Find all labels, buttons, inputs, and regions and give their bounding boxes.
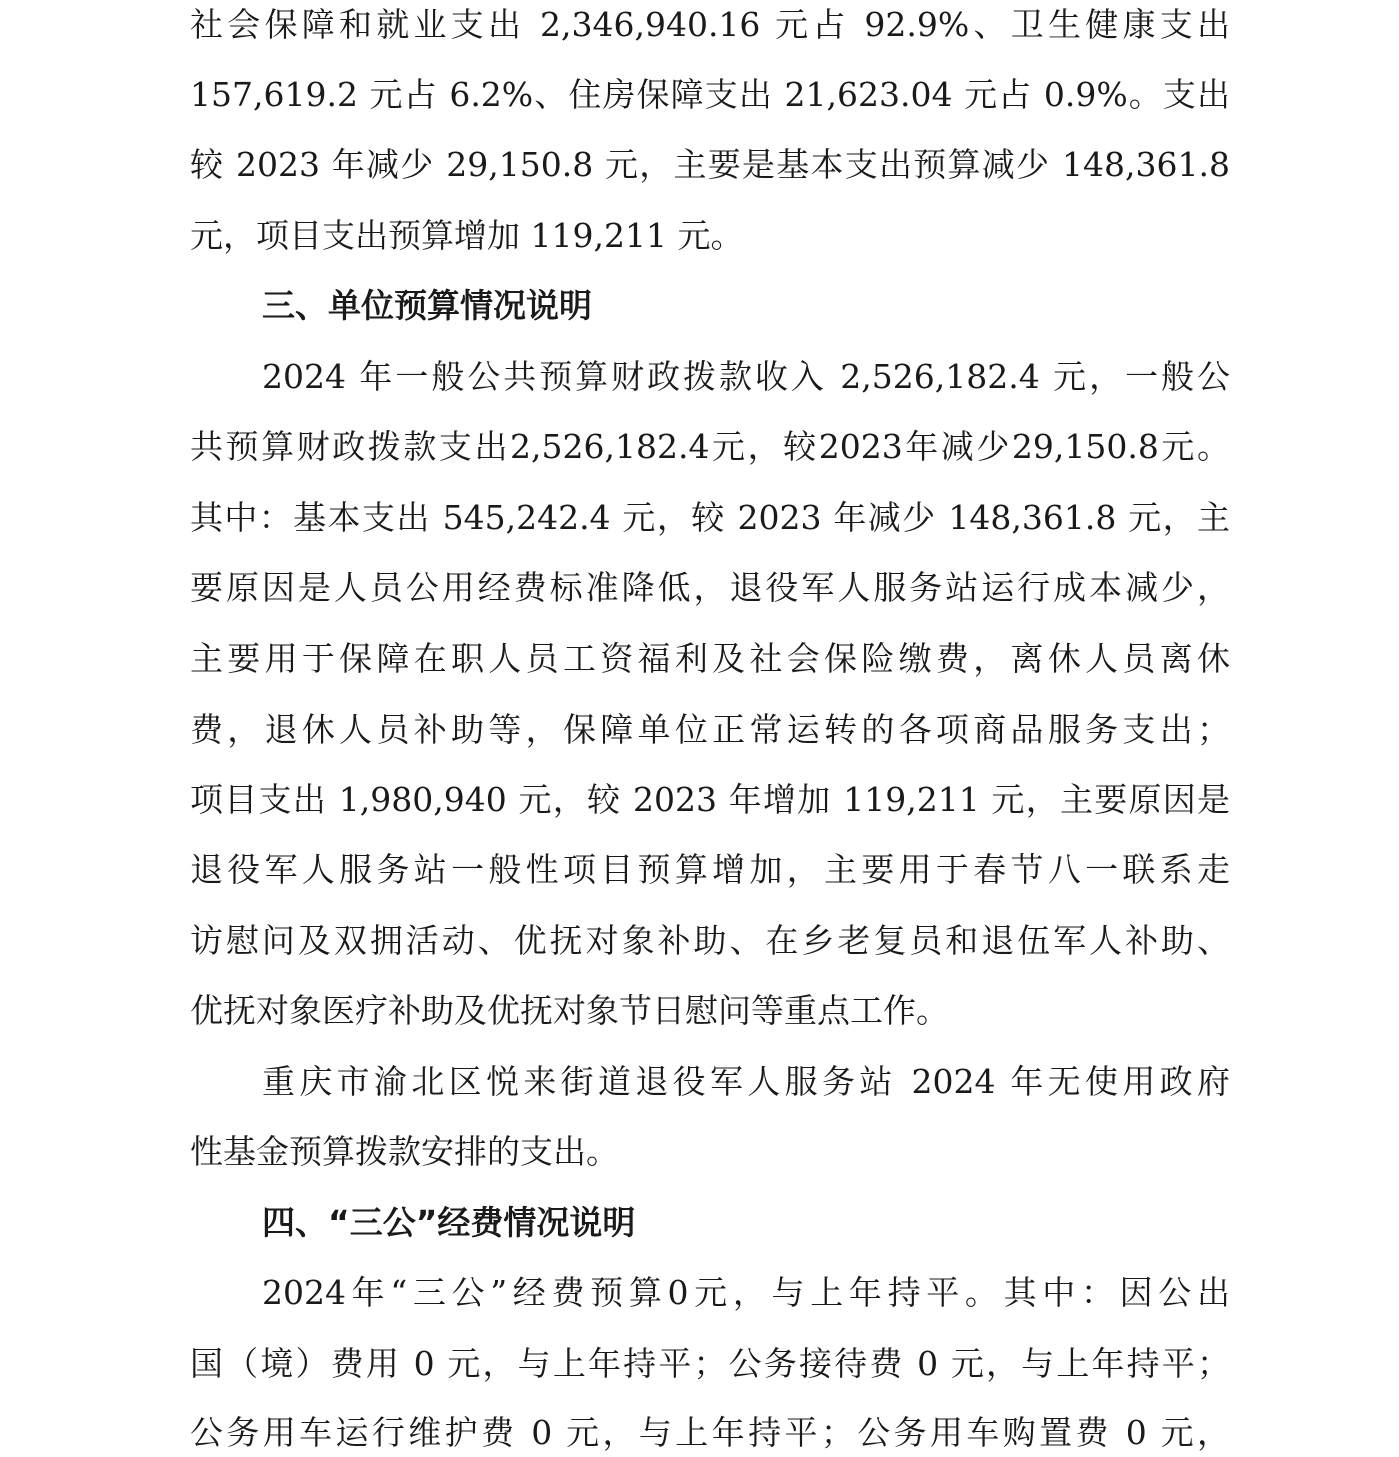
text-line: 共预算财政拨款支出2,526,182.4元，较2023年减少29,150.8元。 <box>190 427 1230 466</box>
text-line: 访慰问及双拥活动、优抚对象补助、在乡老复员和退伍军人补助、 <box>190 921 1230 960</box>
text-line: 其中：基本支出 545,242.4 元，较 2023 年减少 148,361.8 元，主 <box>190 498 1230 537</box>
section-heading: 四、“三公”经费情况说明 <box>262 1203 636 1242</box>
text-line: 退役军人服务站一般性项目预算增加，主要用于春节八一联系走 <box>190 850 1230 889</box>
text-line: 157,619.2 元占 6.2%、住房保障支出 21,623.04 元占 0.9%。支出 <box>190 75 1230 114</box>
paragraph-first-line: 重庆市渝北区悦来街道退役军人服务站 2024 年无使用政府 <box>262 1062 1230 1101</box>
text-line: 较 2023 年减少 29,150.8 元，主要是基本支出预算减少 148,361.8 <box>190 145 1230 184</box>
paragraph-first-line: 2024年“三公”经费预算0元，与上年持平。其中：因公出 <box>262 1273 1230 1312</box>
text-line: 元，项目支出预算增加 119,211 元。 <box>190 216 744 255</box>
text-line: 性基金预算拨款安排的支出。 <box>190 1132 619 1171</box>
text-line: 主要用于保障在职人员工资福利及社会保险缴费，离休人员离休 <box>190 639 1230 678</box>
section-heading: 三、单位预算情况说明 <box>262 286 592 325</box>
text-line: 公务用车运行维护费 0 元，与上年持平；公务用车购置费 0 元， <box>190 1413 1230 1452</box>
text-line: 要原因是人员公用经费标准降低，退役军人服务站运行成本减少， <box>190 568 1230 607</box>
text-line: 国（境）费用 0 元，与上年持平；公务接待费 0 元，与上年持平； <box>190 1344 1230 1383</box>
text-line: 优抚对象医疗补助及优抚对象节日慰问等重点工作。 <box>190 991 949 1030</box>
text-line: 社会保障和就业支出 2,346,940.16 元占 92.9%、卫生健康支出 <box>190 5 1230 44</box>
text-line: 项目支出 1,980,940 元，较 2023 年增加 119,211 元，主要原因是 <box>190 780 1230 819</box>
text-line: 费，退休人员补助等，保障单位正常运转的各项商品服务支出； <box>190 710 1230 749</box>
paragraph-first-line: 2024 年一般公共预算财政拨款收入 2,526,182.4 元，一般公 <box>262 357 1230 396</box>
